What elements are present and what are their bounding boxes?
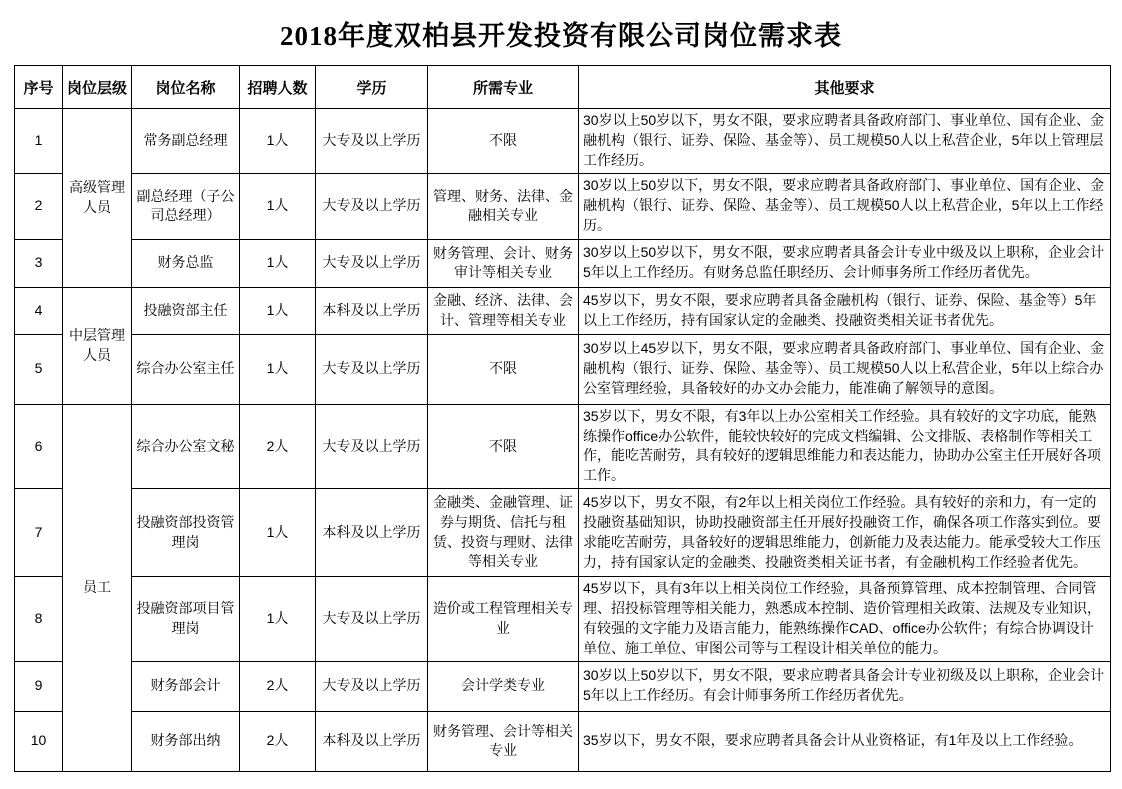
education: 大专及以上学历 <box>316 661 428 711</box>
table-row <box>15 711 1111 771</box>
major: 金融、经济、法律、会计、管理等相关专业 <box>428 287 579 334</box>
group-cell-staff: 员工 <box>63 404 132 771</box>
header-level: 岗位层级 <box>63 66 132 109</box>
major: 管理、财务、法律、金融相关专业 <box>428 173 579 239</box>
page-title: 2018年度双柏县开发投资有限公司岗位需求表 <box>280 21 842 51</box>
education: 大专及以上学历 <box>316 577 428 662</box>
row-number: 5 <box>15 334 63 404</box>
recruit-count: 1人 <box>240 239 316 287</box>
position-name: 综合办公室主任 <box>132 334 240 404</box>
table-row <box>15 239 1111 287</box>
table-row <box>15 661 1111 711</box>
recruit-count: 1人 <box>240 173 316 239</box>
other-requirements: 35岁以下，男女不限，要求应聘者具备会计从业资格证，有1年及以上工作经验。 <box>579 711 1111 771</box>
table-row <box>15 287 1111 334</box>
table-row <box>15 334 1111 404</box>
education: 本科及以上学历 <box>316 489 428 577</box>
major: 会计学类专业 <box>428 661 579 711</box>
education: 大专及以上学历 <box>316 109 428 174</box>
education: 本科及以上学历 <box>316 711 428 771</box>
row-number: 1 <box>15 109 63 174</box>
recruit-count: 1人 <box>240 287 316 334</box>
major: 财务管理、会计等相关专业 <box>428 711 579 771</box>
recruit-count: 1人 <box>240 489 316 577</box>
position-name: 综合办公室文秘 <box>132 404 240 489</box>
row-number: 6 <box>15 404 63 489</box>
other-requirements: 45岁以下，男女不限，有2年以上相关岗位工作经验。具有较好的亲和力，有一定的投融资基础知识，协助投融资部主任开展好投融资工作，确保各项工作落实到位。要求能吃苦耐劳，具备较好的逻辑思维能力，创新能力及表达能力。能承受较大工作压力，持有国家认定的金融类、投融资类相关证书者，有金融机构工作经验者优先。 <box>579 489 1111 577</box>
recruit-count: 1人 <box>240 577 316 662</box>
job-demand-table <box>14 65 1111 772</box>
header-major: 所需专业 <box>428 66 579 109</box>
position-name: 投融资部投资管理岗 <box>132 489 240 577</box>
other-requirements: 35岁以下，男女不限，有3年以上办公室相关工作经验。具有较好的文字功底，能熟练操作office办公软件，能较快较好的完成文档编辑、公文排版、表格制作等相关工作，能吃苦耐劳，具有较好的逻辑思维能力和表达能力，协助办公室主任开展好各项工作。 <box>579 404 1111 489</box>
position-name: 财务部会计 <box>132 661 240 711</box>
position-name: 财务部出纳 <box>132 711 240 771</box>
header-count: 招聘人数 <box>240 66 316 109</box>
header-requirements: 其他要求 <box>579 66 1111 109</box>
header-no: 序号 <box>15 66 63 109</box>
header-position: 岗位名称 <box>132 66 240 109</box>
other-requirements: 30岁以上50岁以下，男女不限，要求应聘者具备会计专业初级及以上职称，企业会计5年以上工作经历。有会计师事务所工作经历者优先。 <box>579 661 1111 711</box>
row-number: 4 <box>15 287 63 334</box>
position-name: 财务总监 <box>132 239 240 287</box>
other-requirements: 45岁以下，具有3年以上相关岗位工作经验，具备预算管理、成本控制管理、合同管理、招投标管理等相关能力，熟悉成本控制、造价管理相关政策、法规及专业知识，有较强的文字能力及语言能力，能熟练操作CAD、office办公软件；有综合协调设计单位、施工单位、审图公司等与工程设计相关单位的能力。 <box>579 577 1111 662</box>
table-row <box>15 489 1111 577</box>
position-name: 常务副总经理 <box>132 109 240 174</box>
header-education: 学历 <box>316 66 428 109</box>
major: 金融类、金融管理、证券与期货、信托与租赁、投资与理财、法律等相关专业 <box>428 489 579 577</box>
table-row <box>15 173 1111 239</box>
other-requirements: 45岁以下，男女不限，要求应聘者具备金融机构（银行、证券、保险、基金等）5年以上工作经历，持有国家认定的金融类、投融资类相关证书者优先。 <box>579 287 1111 334</box>
education: 大专及以上学历 <box>316 173 428 239</box>
major: 财务管理、会计、财务审计等相关专业 <box>428 239 579 287</box>
row-number: 7 <box>15 489 63 577</box>
position-name: 投融资部主任 <box>132 287 240 334</box>
table-row <box>15 404 1111 489</box>
other-requirements: 30岁以上50岁以下，男女不限，要求应聘者具备政府部门、事业单位、国有企业、金融机构（银行、证券、保险、基金等）、员工规模50人以上私营企业，5年以上管理层工作经历。 <box>579 109 1111 174</box>
group-cell-middle-management: 中层管理人员 <box>63 287 132 404</box>
education: 大专及以上学历 <box>316 404 428 489</box>
other-requirements: 30岁以上50岁以下，男女不限，要求应聘者具备会计专业中级及以上职称，企业会计5年以上工作经历。有财务总监任职经历、会计师事务所工作经历者优先。 <box>579 239 1111 287</box>
education: 大专及以上学历 <box>316 334 428 404</box>
position-name: 投融资部项目管理岗 <box>132 577 240 662</box>
major: 造价或工程管理相关专业 <box>428 577 579 662</box>
other-requirements: 30岁以上45岁以下，男女不限，要求应聘者具备政府部门、事业单位、国有企业、金融机构（银行、证券、保险、基金等）、员工规模50人以上私营企业，5年以上综合办公室管理经验，具备较好的办文办会能力，能准确了解领导的意图。 <box>579 334 1111 404</box>
other-requirements: 30岁以上50岁以下，男女不限，要求应聘者具备政府部门、事业单位、国有企业、金融机构（银行、证券、保险、基金等）、员工规模50人以上私营企业，5年以上工作经历。 <box>579 173 1111 239</box>
row-number: 9 <box>15 661 63 711</box>
education: 大专及以上学历 <box>316 239 428 287</box>
group-cell-senior-management: 高级管理人员 <box>63 109 132 288</box>
position-name: 副总经理（子公司总经理） <box>132 173 240 239</box>
header-row <box>15 66 1111 109</box>
recruit-count: 2人 <box>240 404 316 489</box>
row-number: 10 <box>15 711 63 771</box>
row-number: 8 <box>15 577 63 662</box>
major: 不限 <box>428 404 579 489</box>
recruit-count: 1人 <box>240 109 316 174</box>
recruit-count: 2人 <box>240 661 316 711</box>
education: 本科及以上学历 <box>316 287 428 334</box>
table-row <box>15 577 1111 662</box>
major: 不限 <box>428 334 579 404</box>
recruit-count: 2人 <box>240 711 316 771</box>
row-number: 2 <box>15 173 63 239</box>
major: 不限 <box>428 109 579 174</box>
row-number: 3 <box>15 239 63 287</box>
table-row <box>15 109 1111 174</box>
recruit-count: 1人 <box>240 334 316 404</box>
